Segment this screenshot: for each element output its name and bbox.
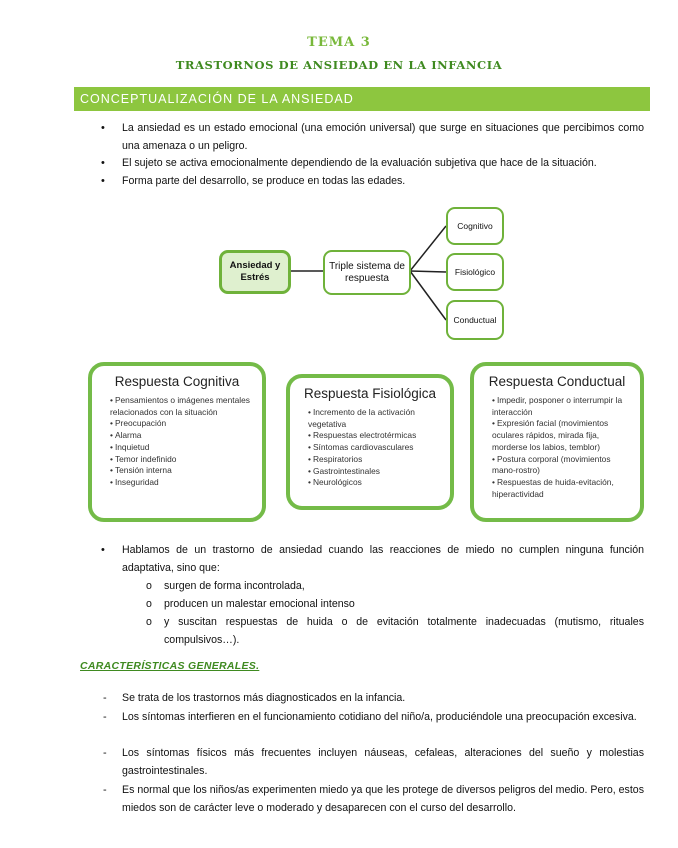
dash-bullet: - (103, 692, 107, 704)
caracteristica-item: Los síntomas interfieren en el funcionamiento cotidiano del niño/a, produciéndole una preocupación excesiva. (122, 711, 637, 723)
diagram-node-label: Triple sistema de respuesta (329, 260, 405, 284)
card-respuesta-cognitiva (88, 362, 266, 522)
diagram-node-label: Conductual (453, 315, 497, 325)
section-banner-conceptualizacion: CONCEPTUALIZACIÓN DE LA ANSIEDAD (74, 87, 650, 111)
document-subtitle: TRASTORNOS DE ANSIEDAD EN LA INFANCIA (175, 58, 503, 72)
paragraph-3: Forma parte del desarrollo, se produce en todas las edades. (122, 175, 406, 187)
card-item: • Temor indefinido (110, 454, 252, 466)
sub-bullet-icon: o (146, 580, 152, 592)
bullet-icon: • (101, 544, 105, 556)
card-item: • Síntomas cardiovasculares (308, 442, 440, 454)
card-item: • Inquietud (110, 442, 252, 454)
caracteristica-item: Es normal que los niños/as experimenten miedo ya que les protege de diversos peligros del medio. Pero, estos miedos son de carácter leve o moderado y desaparecen con el curso del desarrollo. (122, 784, 644, 814)
dash-bullet: - (103, 784, 107, 796)
diagram-node-label: Fisiológico (454, 267, 496, 277)
sub-bullet-icon: o (146, 616, 152, 628)
card-item: • Respuestas electrotérmicas (308, 430, 440, 442)
card-item: • Tensión interna (110, 465, 252, 477)
connector-line (410, 271, 446, 320)
card-item: • Gastrointestinales (308, 466, 440, 478)
diagram-node-fisiologico (446, 253, 504, 291)
section-heading-caracteristicas: CARACTERÍSTICAS GENERALES. (80, 660, 260, 672)
diagram-node-cognitivo (446, 207, 504, 245)
card-respuesta-fisiologica (286, 374, 454, 510)
paragraph-1: La ansiedad es un estado emocional (una emoción universal) que surge en situaciones que percibimos como una amenaza o un peligro. (122, 122, 644, 152)
trastorno-item: surgen de forma incontrolada, (164, 580, 305, 592)
caracteristica-item: Se trata de los trastornos más diagnosticados en la infancia. (122, 692, 406, 704)
bullet-icon: • (101, 122, 105, 134)
card-item: • Respiratorios (308, 454, 440, 466)
bullet-icon: • (101, 157, 105, 169)
diagram-node-conductual (446, 300, 504, 340)
card-item: • Inseguridad (110, 477, 252, 489)
card-title: Respuesta Fisiológica (303, 386, 437, 401)
card-item: • Postura corporal (movimientos mano-rostro) (492, 454, 630, 477)
trastorno-item: y suscitan respuestas de huida o de evitación totalmente inadecuadas (mutismo, rituales compulsivos…). (164, 616, 644, 646)
card-item: • Preocupación (110, 418, 252, 430)
caracteristica-item: Los síntomas físicos más frecuentes incluyen náuseas, cefaleas, alteraciones del sueño y molestias gastrointestinales. (122, 747, 644, 777)
connector-line (410, 271, 446, 272)
sub-bullet-icon: o (146, 598, 152, 610)
diagram-node-ansiedad (219, 250, 291, 294)
diagram-node-label: Ansiedad y Estrés (229, 260, 281, 283)
card-item: • Incremento de la activación vegetativa (308, 407, 440, 430)
trastorno-intro: Hablamos de un trastorno de ansiedad cuando las reacciones de miedo no cumplen ninguna función adaptativa, sino que: (122, 544, 644, 574)
card-item: • Pensamientos o imágenes mentales relacionados con la situación (110, 395, 252, 418)
connector-line (410, 226, 446, 271)
card-item: • Respuestas de huida-evitación, hiperactividad (492, 477, 630, 500)
paragraph-2: El sujeto se activa emocionalmente dependiendo de la evaluación subjetiva que hace de la situación. (122, 157, 597, 169)
diagram-node-label: Cognitivo (457, 221, 493, 231)
card-title: Respuesta Cognitiva (114, 374, 240, 389)
card-title: Respuesta Conductual (488, 374, 626, 389)
tema-title: TEMA 3 (307, 35, 371, 50)
card-item: • Alarma (110, 430, 252, 442)
dash-bullet: - (103, 747, 107, 759)
card-item: • Impedir, posponer o interrumpir la interacción (492, 395, 630, 418)
diagram-node-triple-sistema (323, 250, 411, 295)
card-item: • Expresión facial (movimientos oculares rápidos, mirada fija, morderse los labios, temblor) (492, 418, 630, 453)
card-item: • Neurológicos (308, 477, 440, 489)
dash-bullet: - (103, 711, 107, 723)
bullet-icon: • (101, 175, 105, 187)
trastorno-item: producen un malestar emocional intenso (164, 598, 355, 610)
card-respuesta-conductual (470, 362, 644, 522)
